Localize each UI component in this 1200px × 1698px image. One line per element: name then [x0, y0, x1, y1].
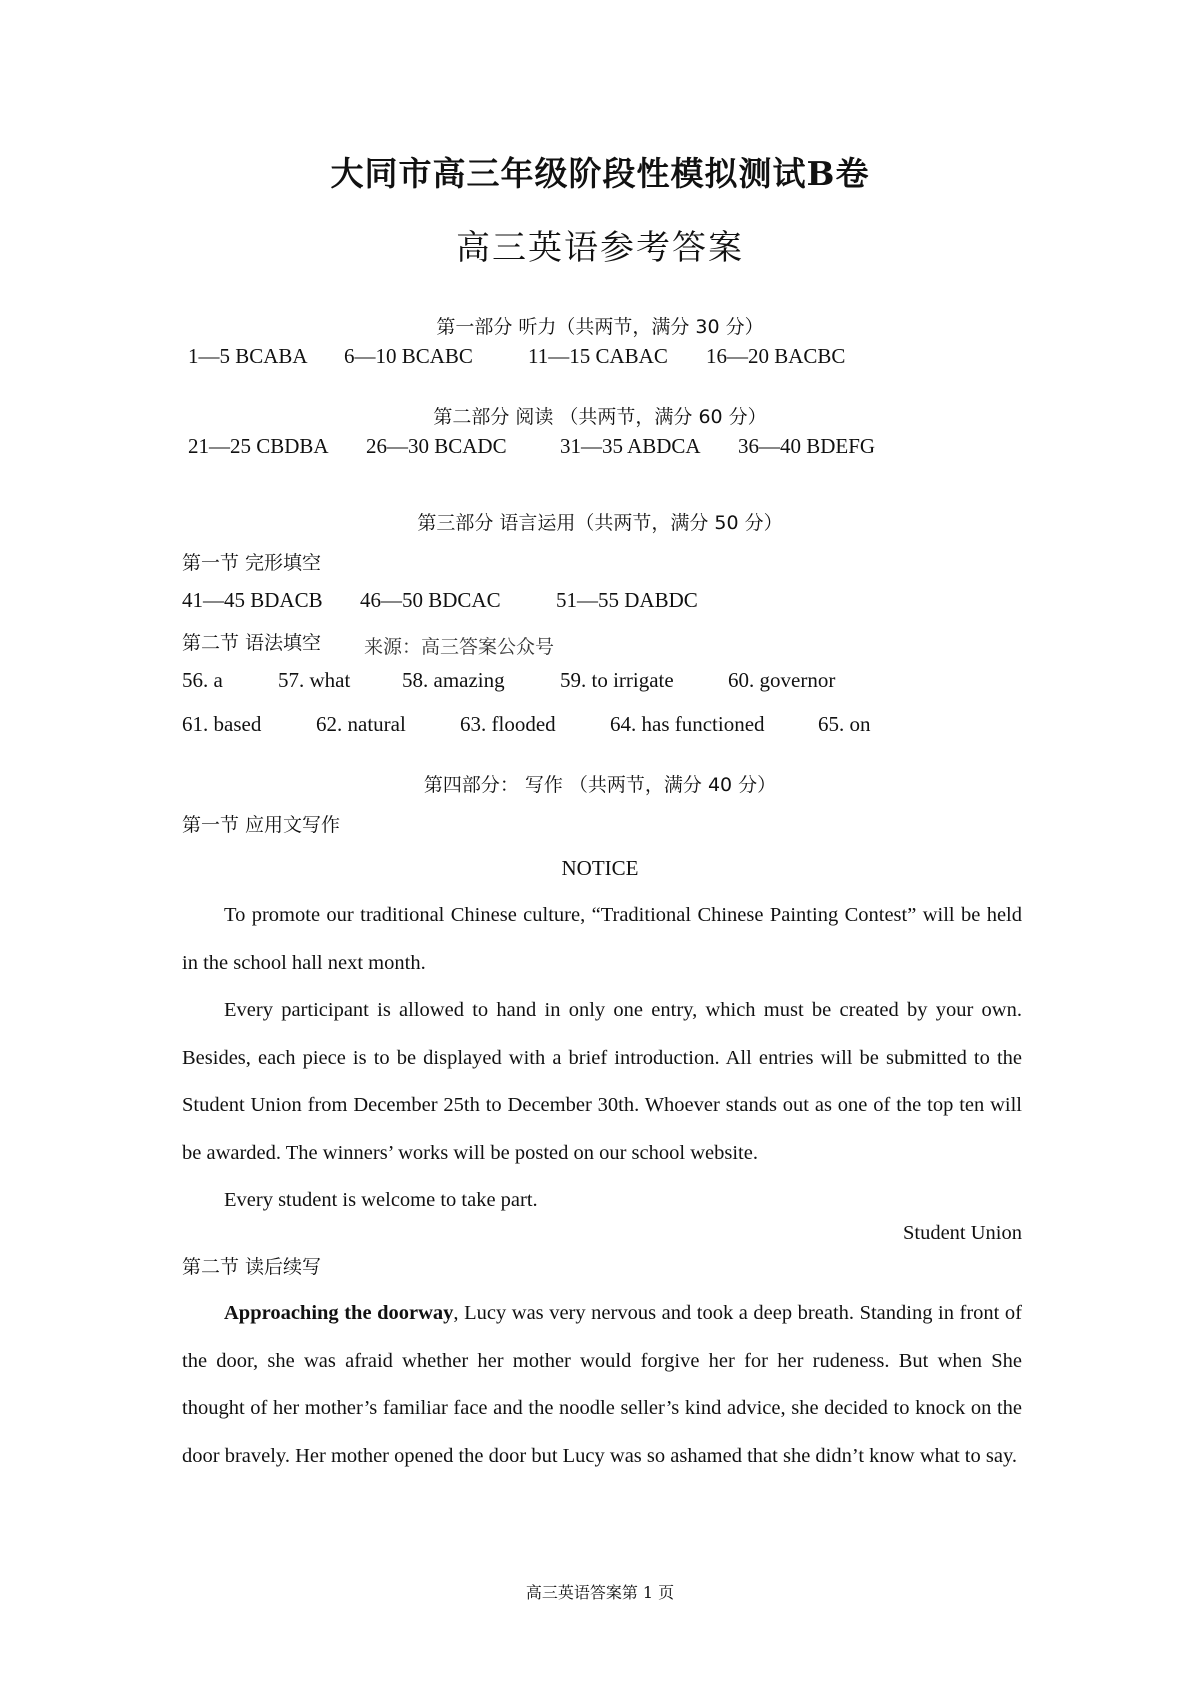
grammar-answer: 60. governor: [728, 668, 836, 692]
part3-section1-answers-row: [0, 588, 1200, 618]
notice-paragraph-3: Every student is welcome to take part.: [224, 1189, 538, 1211]
part3-section1-heading: 第一节 完形填空: [182, 552, 322, 574]
notice-paragraph-2: Every participant is allowed to hand in only one entry, which must be created by your own. Besides, each piece is to be displayed with a brief introduction. All entries will be submitted to the Student Union from December 25th to December 30th. Whoever stands out as one of the top ten will be awarded. The winners’ works will be posted on our school website.: [182, 999, 1022, 1164]
grammar-answer: 62. natural: [316, 712, 406, 736]
answer-group: 46—50 BDCAC: [360, 588, 501, 612]
story-paragraph: [182, 1290, 1022, 1480]
answer-group: 31—35 ABDCA: [560, 434, 701, 458]
answer-group: 21—25 CBDBA: [188, 434, 329, 458]
answer-group: 26—30 BCADC: [366, 434, 507, 458]
part3-heading: 第三部分 语言运用（共两节，满分 50 分）: [417, 512, 783, 534]
notice-title: NOTICE: [561, 856, 639, 880]
notice-signoff: Student Union: [902, 1222, 1022, 1244]
answer-group: 6—10 BCABC: [344, 344, 473, 368]
part1-heading: 第一部分 听力（共两节，满分 30 分）: [436, 316, 764, 338]
grammar-answers-row-1: [0, 668, 1200, 698]
grammar-answers-row-2: [0, 712, 1200, 742]
part1-answers-row: [0, 344, 1200, 374]
grammar-answer: 59. to irrigate: [560, 668, 674, 692]
notice-paragraph-1: To promote our traditional Chinese culture, “Traditional Chinese Painting Contest” will be held in the school hall next month.: [182, 904, 1022, 974]
grammar-answer: 61. based: [182, 712, 262, 736]
page-title: 大同市高三年级阶段性模拟测试B卷: [330, 154, 870, 193]
story-text: , Lucy was very nervous and took a deep breath. Standing in front of the door, she was afraid whether her mother would forgive her for her rudeness. But when She thought of her mother’s familiar face and the noodle seller’s kind advice, she decided to knock on the door bravely. Her mother opened the door but Lucy was so ashamed that she didn’t know what to say.: [182, 1302, 1022, 1467]
source-note: 来源：高三答案公众号: [364, 636, 555, 658]
answer-group: 11—15 CABAC: [528, 344, 668, 368]
page-subtitle: 高三英语参考答案: [456, 228, 744, 268]
grammar-answer: 64. has functioned: [610, 712, 765, 736]
grammar-answer: 63. flooded: [460, 712, 556, 736]
part4-heading: 第四部分： 写作 （共两节，满分 40 分）: [423, 774, 777, 796]
part2-heading: 第二部分 阅读 （共两节，满分 60 分）: [433, 406, 767, 428]
page-footer: 高三英语答案第 1 页: [525, 1583, 675, 1602]
answer-group: 41—45 BDACB: [182, 588, 323, 612]
answer-group: 16—20 BACBC: [706, 344, 846, 368]
grammar-answer: 65. on: [818, 712, 871, 736]
grammar-answer: 58. amazing: [402, 668, 505, 692]
part4-section1-heading: 第一节 应用文写作: [182, 814, 341, 836]
answer-group: 51—55 DABDC: [556, 588, 698, 612]
grammar-answer: 57. what: [278, 668, 351, 692]
part2-answers-row: [0, 434, 1200, 464]
part4-section2-heading: 第二节 读后续写: [182, 1256, 322, 1278]
part3-section2-heading: 第二节 语法填空: [182, 632, 322, 654]
answer-group: 36—40 BDEFG: [738, 434, 876, 458]
grammar-answer: 56. a: [182, 668, 223, 692]
story-lead-phrase: Approaching the doorway: [224, 1302, 454, 1324]
answer-group: 1—5 BCABA: [188, 344, 308, 368]
